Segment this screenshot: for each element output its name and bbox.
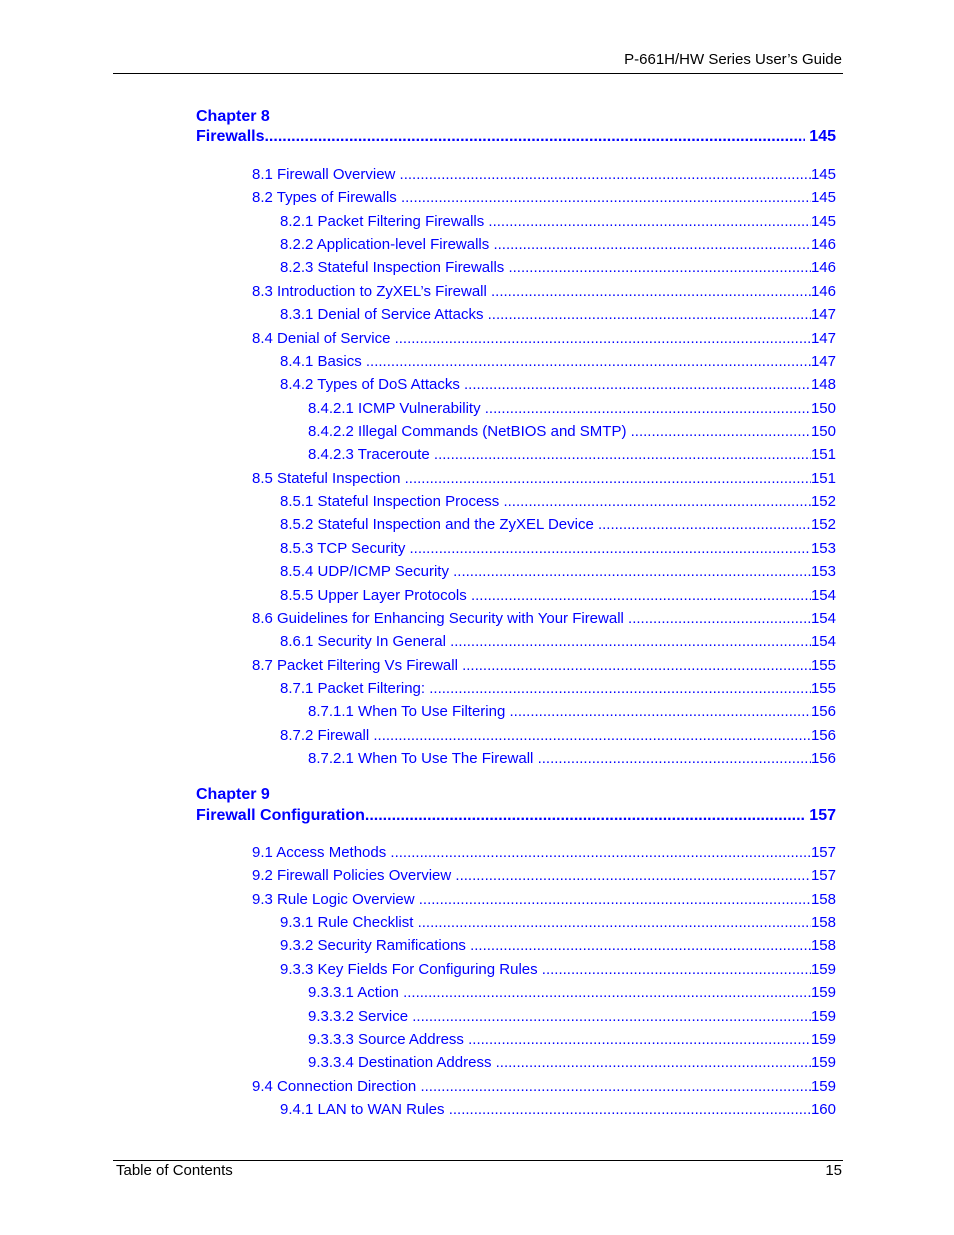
toc-entry-page: 157: [810, 867, 836, 885]
dot-leader: [412, 1008, 811, 1026]
dot-leader: [264, 127, 804, 147]
dot-leader: [628, 610, 811, 628]
dot-leader: [470, 937, 811, 955]
toc-entry[interactable]: [308, 423, 836, 441]
toc-entry[interactable]: [280, 259, 836, 277]
dot-leader: [453, 563, 811, 581]
toc-entry-page: 155: [810, 679, 836, 697]
toc-entry[interactable]: [280, 540, 836, 558]
toc-entry[interactable]: [252, 1078, 836, 1096]
chapter-title: Firewall Configuration: [196, 807, 365, 824]
toc-entry[interactable]: [252, 867, 836, 885]
toc-entry-title: 9.3.2 Security Ramifications: [280, 937, 471, 955]
toc-entry-title: 8.5 Stateful Inspection: [252, 469, 405, 487]
toc-entry-title: 8.4 Denial of Service: [252, 329, 395, 347]
toc-entry-title: 9.4 Connection Direction: [252, 1077, 421, 1095]
footer-rule: [113, 1160, 843, 1161]
toc-entry[interactable]: [280, 633, 836, 651]
chapter-label[interactable]: Chapter 9: [196, 786, 270, 803]
toc-entry-page: 147: [810, 306, 836, 324]
toc-entry-title: 9.3 Rule Logic Overview: [252, 890, 419, 908]
toc-entry[interactable]: [308, 1031, 836, 1049]
toc-entry-title: 8.7 Packet Filtering Vs Firewall: [252, 656, 463, 674]
dot-leader: [485, 400, 811, 418]
toc-entry-title: 8.3.1 Denial of Service Attacks: [280, 306, 488, 324]
toc-entry[interactable]: [280, 587, 836, 605]
toc-entry[interactable]: [252, 166, 836, 184]
toc-entry[interactable]: [252, 470, 836, 488]
chapter-page: 145: [809, 128, 836, 145]
dot-leader: [410, 540, 811, 558]
toc-entry-title: 8.4.2.1 ICMP Vulnerability: [308, 399, 485, 417]
toc-entry-title: 8.5.4 UDP/ICMP Security: [280, 563, 454, 581]
toc-entry-page: 158: [810, 890, 836, 908]
toc-entry[interactable]: [280, 306, 836, 324]
toc-entry-page: 159: [810, 960, 836, 978]
toc-entry[interactable]: [280, 493, 836, 511]
toc-entry-page: 157: [810, 844, 836, 861]
dot-leader: [503, 493, 811, 511]
dot-leader: [401, 189, 811, 207]
toc-entry[interactable]: [280, 937, 836, 955]
dot-leader: [462, 657, 811, 675]
toc-entry-page: 145: [810, 189, 836, 207]
toc-entry-page: 156: [810, 703, 836, 721]
dot-leader: [420, 1078, 811, 1096]
toc-entry[interactable]: [252, 657, 836, 675]
dot-leader: [508, 259, 811, 277]
toc-entry-page: 150: [810, 399, 836, 417]
toc-entry[interactable]: [280, 563, 836, 581]
dot-leader: [468, 1031, 811, 1049]
toc-entry[interactable]: [252, 891, 836, 909]
toc-entry[interactable]: [252, 330, 836, 348]
toc-entry-page: 152: [810, 493, 836, 510]
toc-entry-page: 159: [810, 1054, 836, 1072]
toc-entry-title: 8.7.1 Packet Filtering:: [280, 679, 430, 697]
toc-entry-page: 145: [810, 166, 836, 183]
toc-entry-title: 8.2.3 Stateful Inspection Firewalls: [280, 259, 509, 277]
toc-entry-page: 146: [810, 259, 836, 277]
dot-leader: [538, 750, 811, 768]
toc-entry[interactable]: [280, 1101, 836, 1119]
header-rule: [113, 73, 843, 74]
toc-entry-page: 158: [810, 937, 836, 955]
guide-title: P-661H/HW Series User’s Guide: [624, 51, 842, 68]
chapter-title-row[interactable]: [196, 806, 836, 826]
toc-entry[interactable]: [252, 189, 836, 207]
dot-leader: [434, 446, 811, 464]
toc-entry-page: 159: [810, 1030, 836, 1048]
toc-entry-title: 9.4.1 LAN to WAN Rules: [280, 1101, 449, 1118]
toc-entry-title: 8.4.2 Types of DoS Attacks: [280, 376, 464, 394]
toc-entry-title: 8.2.2 Application-level Firewalls: [280, 236, 494, 254]
toc-entry-title: 8.4.2.3 Traceroute: [308, 446, 434, 464]
toc-entry-page: 153: [810, 539, 836, 557]
toc-entry[interactable]: [308, 750, 836, 768]
toc-entry-title: 8.7.1.1 When To Use Filtering: [308, 703, 510, 721]
toc-entry-page: 159: [810, 1077, 836, 1095]
toc-entry[interactable]: [280, 680, 836, 698]
toc-entry-page: 147: [810, 352, 836, 370]
toc-entry-page: 156: [810, 750, 836, 767]
toc-entry-page: 146: [810, 282, 836, 300]
toc-entry-page: 154: [810, 586, 836, 604]
toc-entry-title: 8.4.2.2 Illegal Commands (NetBIOS and SMTP): [308, 423, 631, 440]
toc-entry-page: 160: [810, 1101, 836, 1118]
chapter-page: 157: [809, 807, 836, 824]
toc-entry-title: 9.3.3.1 Action: [308, 984, 404, 1002]
toc-entry-title: 8.5.2 Stateful Inspection and the ZyXEL Device: [280, 516, 598, 534]
toc-entry-title: 8.5.5 Upper Layer Protocols: [280, 586, 471, 604]
toc-entry[interactable]: [252, 283, 836, 301]
toc-entry-title: 8.5.3 TCP Security: [280, 539, 410, 557]
dot-leader: [390, 844, 811, 862]
toc-entry[interactable]: [280, 236, 836, 254]
toc-entry-title: 9.3.3 Key Fields For Configuring Rules: [280, 960, 542, 978]
toc-entry[interactable]: [308, 1054, 836, 1072]
dot-leader: [450, 633, 811, 651]
toc-entry[interactable]: [308, 703, 836, 721]
toc-entry[interactable]: [308, 446, 836, 464]
dot-leader: [631, 423, 811, 441]
toc-entry-page: 159: [810, 1007, 836, 1025]
dot-leader: [542, 961, 811, 979]
dot-leader: [598, 516, 811, 534]
dot-leader: [488, 213, 811, 231]
toc-entry-title: 9.1 Access Methods: [252, 844, 391, 861]
toc-entry[interactable]: [280, 376, 836, 394]
toc-entry[interactable]: [280, 961, 836, 979]
toc-entry-page: 154: [810, 609, 836, 627]
dot-leader: [373, 727, 811, 745]
toc-entry[interactable]: [280, 727, 836, 745]
dot-leader: [471, 587, 811, 605]
dot-leader: [429, 680, 811, 698]
toc-entry-title: 8.7.2 Firewall: [280, 726, 374, 744]
chapter-title-row[interactable]: [196, 127, 836, 147]
dot-leader: [488, 306, 811, 324]
toc-entry-title: 9.2 Firewall Policies Overview: [252, 867, 456, 885]
toc-entry[interactable]: [308, 400, 836, 418]
toc-entry-title: 9.3.1 Rule Checklist: [280, 914, 418, 932]
toc-entry-page: 151: [810, 469, 836, 487]
toc-entry-title: 8.2 Types of Firewalls: [252, 189, 401, 207]
toc-entry-page: 150: [810, 423, 836, 440]
dot-leader: [395, 330, 811, 348]
dot-leader: [366, 353, 811, 371]
toc-entry-page: 156: [810, 726, 836, 744]
dot-leader: [405, 470, 811, 488]
dot-leader: [464, 376, 811, 394]
dot-leader: [449, 1101, 811, 1119]
dot-leader: [491, 283, 811, 301]
toc-entry-page: 147: [810, 329, 836, 347]
dot-leader: [455, 867, 811, 885]
toc-entry[interactable]: [280, 213, 836, 231]
toc-entry-title: 8.7.2.1 When To Use The Firewall: [308, 750, 538, 767]
toc-entry-page: 154: [810, 633, 836, 651]
dot-leader: [365, 806, 805, 826]
dot-leader: [418, 914, 811, 932]
footer-section: Table of Contents: [116, 1162, 233, 1179]
toc-entry[interactable]: [308, 984, 836, 1002]
toc-entry-page: 159: [810, 984, 836, 1002]
toc-entry-page: 155: [810, 656, 836, 674]
toc-entry-page: 153: [810, 563, 836, 581]
dot-leader: [496, 1054, 811, 1072]
dot-leader: [400, 166, 811, 184]
toc-entry-title: 8.3 Introduction to ZyXEL’s Firewall: [252, 282, 492, 300]
toc-entry-page: 148: [810, 376, 836, 394]
chapter-label[interactable]: Chapter 8: [196, 108, 270, 125]
dot-leader: [493, 236, 811, 254]
toc-entry-page: 145: [810, 212, 836, 230]
toc-entry-title: 8.1 Firewall Overview: [252, 166, 400, 183]
dot-leader: [403, 984, 811, 1002]
toc-entry-title: 9.3.3.2 Service: [308, 1007, 413, 1025]
toc-entry-title: 9.3.3.3 Source Address: [308, 1030, 469, 1048]
toc-entry[interactable]: [280, 516, 836, 534]
toc-entry-page: 158: [810, 914, 836, 932]
toc-entry[interactable]: [252, 610, 836, 628]
toc-entry-title: 8.2.1 Packet Filtering Firewalls: [280, 212, 489, 230]
dot-leader: [419, 891, 811, 909]
toc-entry[interactable]: [308, 1008, 836, 1026]
toc-entry-page: 152: [810, 516, 836, 534]
toc-entry-page: 146: [810, 236, 836, 254]
toc-entry-page: 151: [810, 446, 836, 464]
toc-entry[interactable]: [280, 353, 836, 371]
toc-entry-title: 9.3.3.4 Destination Address: [308, 1054, 496, 1072]
toc-entry-title: 8.6 Guidelines for Enhancing Security with Your Firewall: [252, 609, 629, 627]
dot-leader: [510, 703, 811, 721]
page-number: 15: [825, 1162, 842, 1179]
toc-entry-title: 8.5.1 Stateful Inspection Process: [280, 493, 504, 510]
toc-entry[interactable]: [280, 914, 836, 932]
toc-entry-title: 8.6.1 Security In General: [280, 633, 451, 651]
toc-entry[interactable]: [252, 844, 836, 862]
toc-entry-title: 8.4.1 Basics: [280, 352, 366, 370]
chapter-title: Firewalls: [196, 128, 265, 145]
